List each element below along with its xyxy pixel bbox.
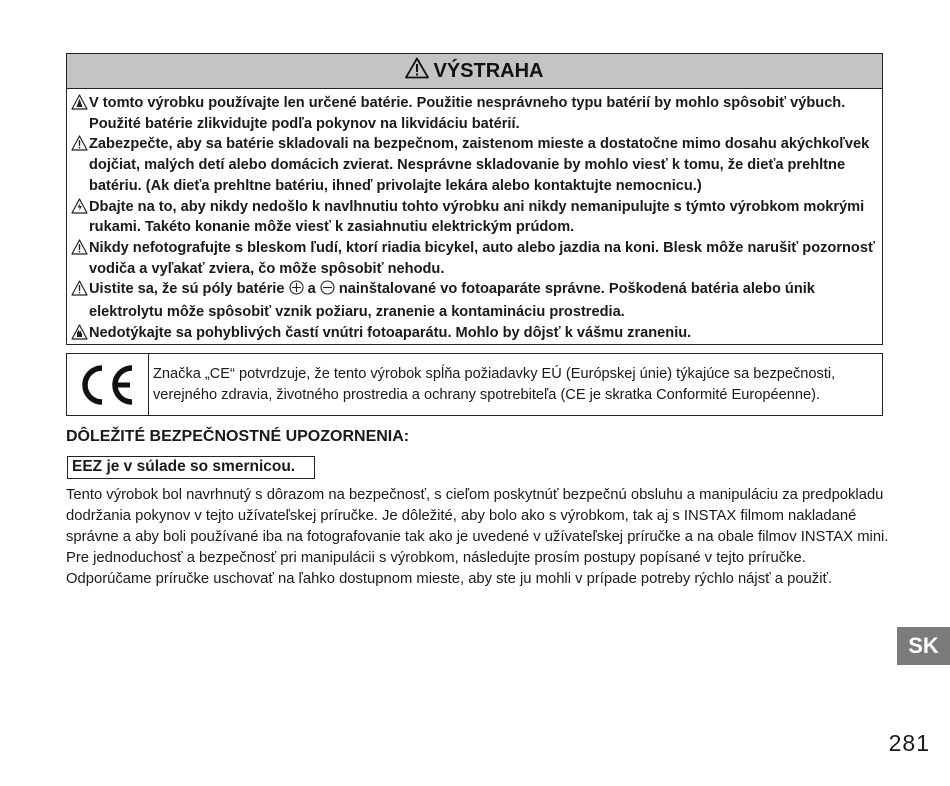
warning-triangle-exclaim-icon [71, 280, 89, 322]
ce-mark-icon [67, 354, 149, 415]
warning-title: VÝSTRAHA [433, 59, 544, 82]
body-paragraph: Tento výrobok bol navrhnutý s dôrazom na bezpečnosť, s cieľom poskytnúť bezpečnú obsluhu a manipuláciu za predpokladu dodržania pokynov v tejto užívateľskej príručke. Je dôležité, aby bolo ako s výrobkom, tak aj s INSTAX filmom nakladané správne a aby boli používané iba na fotografovanie tak ako je uvedené v užívateľskej príručke a na obale filmov INSTAX mini. Pre jednoduchosť a bezpečnosť pri manipulácii s výrobkom, následujte prosím postupy popísané v tejto príručke. Odporúčame príručke uschovať na ľahko dostupnom mieste, aby ste ju mohli v prípade potreby rýchlo nájsť a použiť. [66, 487, 889, 587]
plus-circle-icon [289, 280, 304, 302]
language-tab: SK [897, 627, 950, 665]
ce-description: Značka „CE“ potvrdzuje, že tento výrobok spĺňa požiadavky EÚ (Európskej únie) týkajúce sa bezpečnosti, verejného zdravia, životného prostredia a ochrany spotrebiteľa (CE je skratka Conformité Européenne). [153, 366, 836, 403]
warning-item [71, 279, 876, 322]
warning-header [67, 54, 882, 89]
warning-item-text: V tomto výrobku používajte len určené batérie. Použitie nesprávneho typu batérií by mohlo spôsobiť výbuch. Použité batérie zlikvidujte podľa pokynov na likvidáciu batérií. [89, 95, 846, 132]
warning-item-text: Nikdy nefotografujte s bleskom ľudí, ktorí riadia bicykel, auto alebo jazdia na koni. Blesk môže narušiť pozornosť vodiča a vyľakať zviera, čo môže spôsobiť nehodu. [89, 239, 875, 277]
page-number: 281 [888, 730, 930, 756]
warning-triangle-icon [405, 57, 429, 85]
battery-text-before: Uistite sa, že sú póly batérie [89, 281, 285, 298]
warning-item [71, 134, 876, 196]
eez-compliance-label: EEZ je v súlade so smernicou. [67, 456, 315, 479]
warning-list [67, 89, 882, 346]
warning-item [71, 197, 876, 238]
warning-item [71, 93, 876, 134]
ce-box [66, 353, 883, 416]
warning-item [71, 323, 876, 347]
warning-item [71, 238, 876, 279]
warning-triangle-exclaim-icon [71, 135, 89, 196]
warning-item-text: Nedotýkajte sa pohyblivých častí vnútri fotoaparátu. Mohlo by dôjsť k vášmu zraneniu. [89, 324, 692, 341]
warning-triangle-exclaim-icon [71, 239, 89, 279]
battery-text-and: a [307, 281, 316, 298]
warning-triangle-hand-icon [71, 324, 89, 347]
section-title: DÔLEŽITÉ BEZPEČNOSTNÉ UPOZORNENIA: [66, 428, 410, 445]
battery-text-after: nainštalované vo fotoaparáte správne. Poškodená batéria alebo únik elektrolytu môže spôsobiť vznik požiaru, zranenie a kontamináciu prostredia. [89, 281, 815, 321]
warning-box [66, 53, 883, 345]
warning-item-text: Zabezpečte, aby sa batérie skladovali na bezpečnom, zaistenom mieste a dostatočne mimo dosahu akýchkoľvek dojčiat, malých detí alebo domácich zvierat. Nesprávne skladovanie by mohlo viesť k tomu, že dieťa prehltne batériu. (Ak dieťa prehltne batériu, ihneď privolajte lekára alebo kontaktujte nemocnicu.) [89, 136, 870, 194]
warning-item-text: Dbajte na to, aby nikdy nedošlo k navlhnutiu tohto výrobku ani nikdy nemanipulujte s týmto výrobkom mokrými rukami. Takéto konanie môže viesť k zasiahnutiu elektrickým prúdom. [89, 198, 865, 236]
minus-circle-icon [320, 280, 335, 302]
warning-triangle-exclaim-icon [71, 94, 89, 134]
warning-triangle-shock-icon [71, 198, 89, 238]
warning-item-text [89, 279, 876, 322]
